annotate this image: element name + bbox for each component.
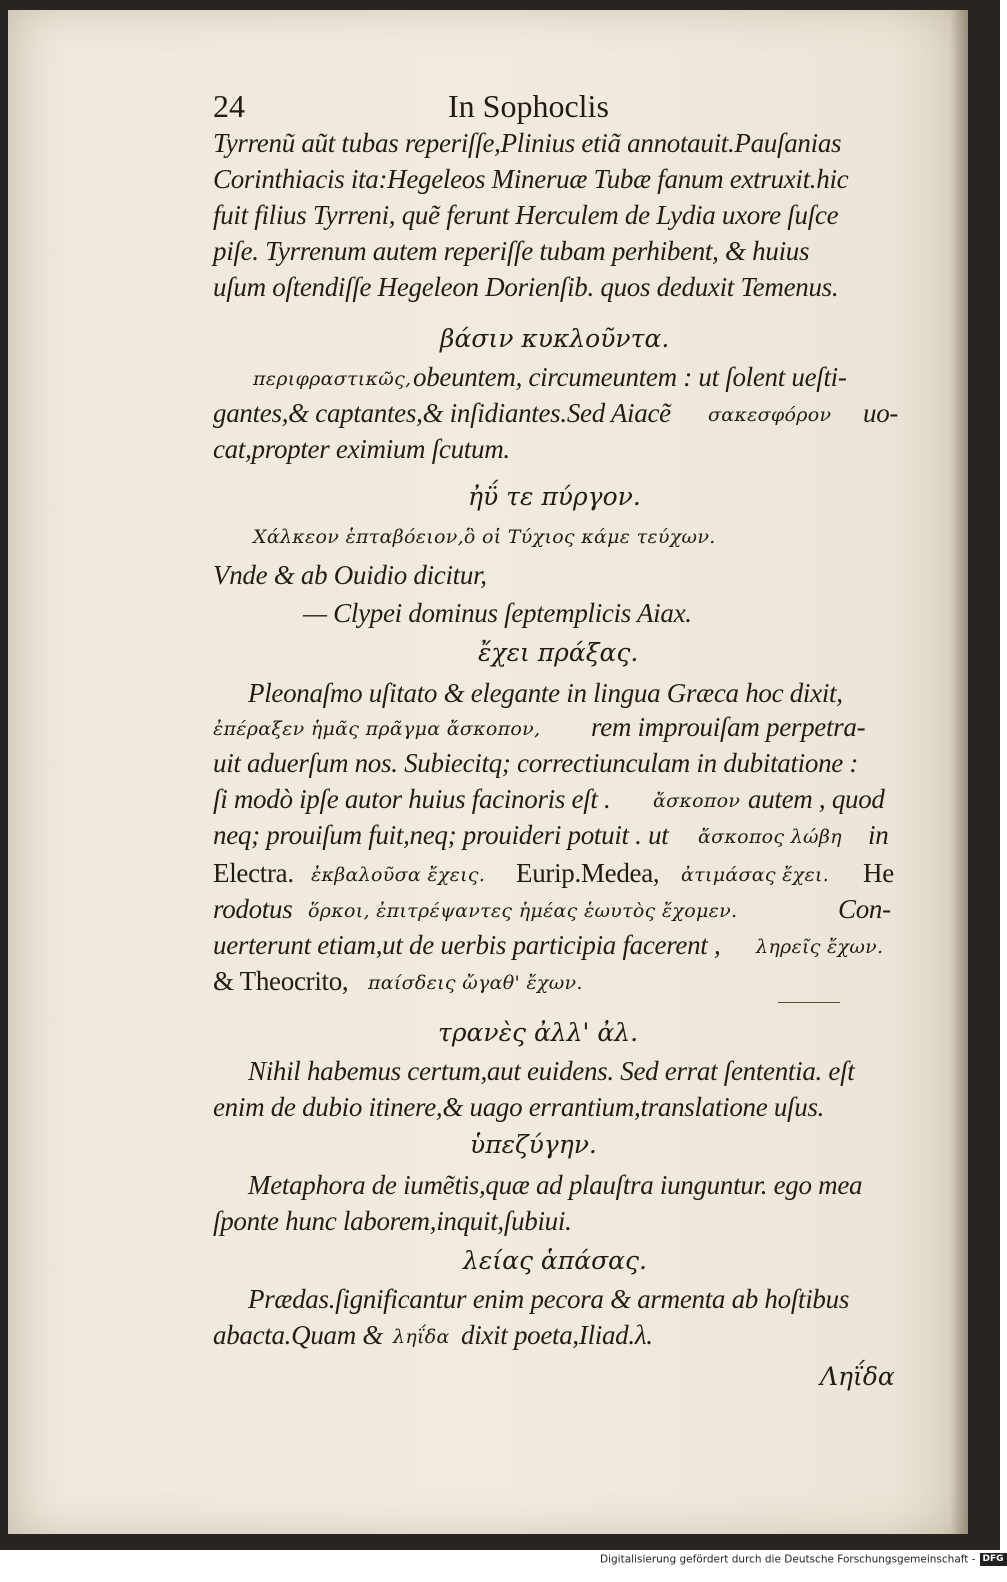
text-line: rodotus	[213, 894, 293, 924]
text-line: Pleonaſmo uſitato & elegante in lingua Græca hoc dixit,	[248, 678, 843, 708]
text-line: uſum oſtendiſſe Hegeleon Dorienſib. quos deduxit Temenus.	[213, 272, 839, 302]
text-line: uo-	[863, 398, 899, 428]
greek-lemma: ἔχει πράξας.	[478, 638, 639, 667]
greek-text: ἄσκοπον	[653, 790, 741, 812]
greek-text: παίσδεις ὤγαθ' ἔχων.	[368, 972, 583, 994]
text-line: rem improuiſam perpetra-	[591, 712, 866, 742]
greek-lemma: βάσιν κυκλοῦντα.	[440, 324, 670, 353]
greek-lemma: ὑπεζύγην.	[470, 1130, 597, 1159]
text-line: Vnde & ab Ouidio dicitur,	[213, 560, 487, 590]
text-line: abacta.Quam &	[213, 1320, 384, 1350]
text-line: & Theocrito,	[213, 966, 349, 996]
running-title: In Sophoclis	[448, 88, 609, 124]
text-line: — Clypei dominus ſeptemplicis Aiax.	[303, 598, 692, 628]
text-line: uit aduerſum nos. Subiecitq; correctiunculam in dubitatione :	[213, 748, 859, 778]
text-line: obeuntem, circumeuntem : ut ſolent ueſti-	[413, 362, 847, 392]
greek-lemma: λείας ἁπάσας.	[463, 1246, 647, 1275]
greek-lemma: τρανὲς ἀλλ' ἀλ.	[438, 1018, 639, 1047]
text-line: Prædas.ſignificantur enim pecora & armenta ab hoſtibus	[248, 1284, 850, 1314]
funding-note: Digitalisierung gefördert durch die Deutsche Forschungsgemeinschaft -	[600, 1553, 976, 1566]
ornament-rule	[778, 1002, 840, 1003]
text-line: Nihil habemus certum,aut euidens. Sed errat ſententia. eſt	[248, 1056, 855, 1086]
greek-text: ληρεῖς ἔχων.	[756, 936, 884, 958]
text-line: gantes,& captantes,& inſidiantes.Sed Aiacẽ	[213, 398, 671, 428]
greek-text: σακεσφόρον	[708, 404, 832, 426]
text-line: dixit poeta,Iliad.λ.	[461, 1320, 653, 1350]
text-line: ſi modò ipſe autor huius facinoris eſt .	[213, 784, 611, 814]
text-line: Eurip.Medea,	[516, 858, 660, 888]
greek-text: ὅρκοι, ἐπιτρέψαντες ἡμέας ἑωυτὸς ἔχομεν.	[308, 900, 738, 922]
greek-lemma: ἠΰ τε πύργον.	[468, 482, 641, 511]
greek-text: περιφραστικῶς,	[253, 368, 412, 390]
text-line: Con-	[838, 894, 891, 924]
text-line: Electra.	[213, 858, 294, 888]
text-line: Metaphora de iumẽtis,quæ ad plauſtra iunguntur. ego mea	[248, 1170, 863, 1200]
text-line: ſponte hunc laborem,inquit,ſubiui.	[213, 1206, 572, 1236]
greek-text: ληΐδα	[393, 1326, 450, 1348]
text-line: in	[868, 820, 889, 850]
text-line: He	[863, 858, 894, 888]
text-line: uerterunt etiam,ut de uerbis participia facerent ,	[213, 930, 721, 960]
text-line: piſe. Tyrrenum autem reperiſſe tubam perhibent, & huius	[213, 236, 810, 266]
catchword: Ληΐδα	[820, 1362, 895, 1391]
page-number: 24	[213, 88, 245, 124]
book-page	[8, 10, 968, 1534]
greek-text: Χάλκεον ἑπταβόειον,ὃ οἱ Τύχιος κάμε τεύχων.	[253, 526, 716, 548]
greek-text: ἐκβαλοῦσα ἔχεις.	[311, 864, 486, 886]
text-line: Corinthiacis ita:Hegeleos Mineruæ Tubæ fanum extruxit.hic	[213, 164, 849, 194]
text-line: autem , quod	[748, 784, 885, 814]
text-line: neq; prouiſum fuit,neq; prouideri potuit . ut	[213, 820, 669, 850]
greek-text: ἄσκοπος λώβη	[698, 826, 842, 848]
funding-footer	[600, 1553, 1007, 1566]
greek-text: ἀτιμάσας ἔχει.	[681, 864, 830, 886]
dfg-logo: DFG	[980, 1553, 1007, 1566]
greek-text: ἐπέραξεν ἡμᾶς πρᾶγμα ἄσκοπον,	[213, 718, 541, 740]
text-line: Tyrrenũ aũt tubas reperiſſe,Plinius etiã annotauit.Pauſanias	[213, 128, 842, 158]
text-line: enim de dubio itinere,& uago errantium,translatione uſus.	[213, 1092, 825, 1122]
text-line: fuit filius Tyrreni, quẽ ferunt Herculem de Lydia uxore ſuſce	[213, 200, 839, 230]
page-text	[8, 10, 968, 1534]
text-line: cat,propter eximium ſcutum.	[213, 434, 510, 464]
